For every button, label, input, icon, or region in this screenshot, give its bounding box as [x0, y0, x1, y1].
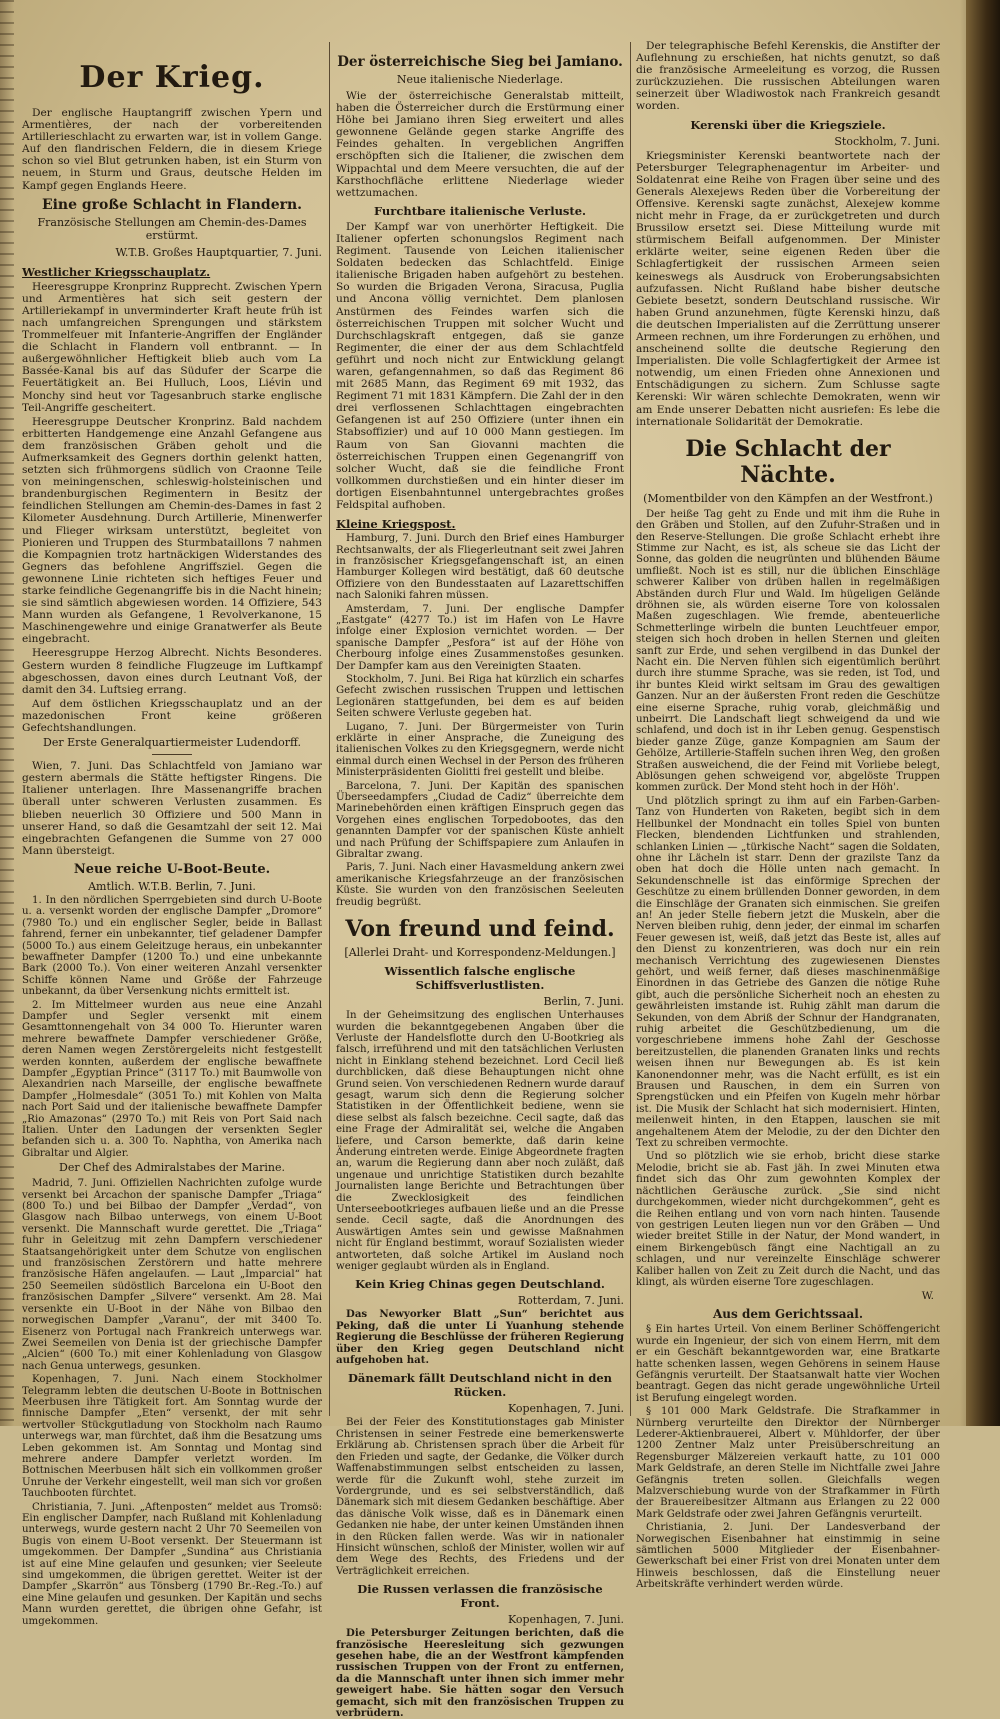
- headline-freund-feind: Von freund und feind.: [345, 916, 615, 943]
- paragraph: Barcelona, 7. Juni. Der Kapitän des spanischen Überseedampfers „Ciudad de Cadiz“ überreichte dem Marinebehörden einen kräftigen Einspruch gegen das Vorgehen eines englischen Torpedobootes, das den genannten Dampfer vor der spanischen Küste anhielt und nach Prüfung der Schiffspapiere zum Anlaufen in Gibraltar zwang.: [336, 780, 624, 861]
- dateline: Rotterdam, 7. Juni.: [517, 1294, 624, 1308]
- paragraph: Heeresgruppe Herzog Albrecht. Nichts Besonderes. Gestern wurden 8 feindliche Flugzeuge im Luftkampf abgeschossen, davon eines durch Leutnant Voß, der damit den 34. Luftsieg errang.: [22, 647, 322, 696]
- dateline: Amtlich. W.T.B. Berlin, 7. Juni.: [88, 879, 256, 893]
- paragraph: Heeresgruppe Kronprinz Rupprecht. Zwischen Ypern und Armentières hat sich seit gestern der Artilleriekampf in unverminderter Kraft heute früh ist nach umfangreichen Sprengungen und stärkstem Trommelfeuer mit Infanterie-Angriffen der Engländer die Schlacht in Flandern voll entbrannt. — In außergewöhnlicher Heftigkeit blieb auch vom La Bassée-Kanal bis auf das Südufer der Scarpe die Feuertätigkeit an. Bei Hulluch, Loos, Liévin und Monchy sind heut vor Tagesanbruch starke englische Teil-Angriffe gescheitert.: [22, 280, 322, 414]
- paragraph: Und so plötzlich wie sie erhob, bricht diese starke Melodie, bricht sie ab. Fast jäh. In zwei Minuten etwa findet sich das Ohr zum gewohnten Komplex der nächtlichen Geräusche zurück. „Sie sind nicht durchgekommen, wieder nicht durchgekommen“, geht es die Reihen entlang und von vorn nach hinten. Tausende von gestrigen Leuten liegen nun vor den Gräben — Und wieder breitet Stille in der Natur, der Mond wandert, in einem Birkengebüsch fängt eine Nachtigall an zu schlagen, und nur vereinzelte Einschläge schwerer Kaliber hallen von Zeit zu Zeit durch die Nacht, und das klingt, als würden eiserne Tore zugeschlagen.: [636, 1151, 940, 1288]
- headline-flandern: Eine große Schlacht in Flandern.: [41, 196, 303, 213]
- paragraph: § Ein hartes Urteil. Von einem Berliner Schöffengericht wurde ein Ingenieur, der sich von einem Herrn, mit dem er ein Geschäft bekanntgeworden war, eine Bratkarte hatte schenken lassen, wegen Gehörens in seinem Hause Gefängnis verurteilt. Der Staatsanwalt hatte vier Wochen beantragt. Gegen das nicht gerade ungewöhnliche Urteil ist Berufung eingelegt worden.: [636, 1324, 940, 1404]
- headline-russen: Die Russen verlassen die französische Front.: [357, 1582, 603, 1611]
- paragraph: Der telegraphische Befehl Kerenskis, die Anstifter der Auflehnung zu erschießen, hat nichts genutzt, so daß die französische Armeeleitung es vorzog, die Russen zurückzuziehen. Die russischen Abteilungen waren seinerzeit über Wladiwostok nach Frankreich gesandt worden.: [636, 40, 940, 113]
- signature: Der Chef des Admiralstabes der Marine.: [59, 1161, 285, 1175]
- section-heading: Furchtbare italienische Verluste.: [373, 203, 587, 218]
- paragraph: Die Petersburger Zeitungen berichten, daß die französische Heeresleitung sich gezwungen gesehen habe, die an der Westfront kämpfenden russischen Truppen von der Front zu entfernen, da die Mannschaft unter ihnen sich immer mehr geweigert habe. Sie hätten sogar den Versuch gemacht, sich mit den französischen Truppen zu verbrüdern.: [336, 1627, 624, 1719]
- divider: [152, 754, 192, 755]
- headline-china: Kein Krieg Chinas gegen Deutschland.: [355, 1277, 605, 1292]
- paragraph: Madrid, 7. Juni. Offiziellen Nachrichten zufolge wurde versenkt bei Arcachon der spanische Dampfer „Triaga“ (800 To.) und bei Bilbao der Dampfer „Verdad“, von Glasgow nach Bilbao unterwegs, von einem U-Boot versenkt. Die Mannschaft wurde gerettet. Die „Triaga“ fuhr in Geleitzug mit zehn Dampfern verschiedener Staatsangehörigkeit unter dem Schutze von englischen und französischen Zerstörern und hatte mehrere französische Häfen angelaufen. — Laut „Imparcial“ hat 250 Seemeilen südöstlich Barcelona ein U-Boot den französischen Dampfer „Silvere“ versenkt. Am 28. Mai versenkte ein U-Boot in der Nähe von Bilbao den norwegischen Dampfer „Varanu“, der mit 3400 To. Eisenerz von Portugal nach Frankreich unterwegs war. Zwei Seemeilen von Denia ist der griechische Dampfer „Alcien“ (600 To.) mit einer Kohlenladung von Glasgow nach Genua unterwegs, gesunken.: [22, 1178, 322, 1372]
- paragraph: Der heiße Tag geht zu Ende und mit ihm die Ruhe in den Gräben und Stollen, auf den Zufuhr-Straßen und in den Reserve-Stellungen. Die große Schlacht erhebt ihre Stimme zur Nacht, es ist, als scheue sie das Licht der Sonne, das golden die neugrünten und blühenden Bäume umfließt. Noch ist es still, nur die üblichen Einschläge schwerer Kaliber von drüben hallen in regelmäßigen Abständen durch Flur und Wald. Im hügeligen Gelände dröhnen sie, als würden eiserne Tore von kolossalen Maßen zugeschlagen. Wie fremde, abenteuerliche Schmetterlinge wirbeln die bunten Leuchtfeuer empor, steigen sich hoch droben in hellen Sternen und gleiten sanft zur Erde, und sehen vergilbend in das Dunkel der Nacht ein. Die Nerven fühlen sich eigentümlich berührt durch ihre stumme Sprache, was sie reden, ist Tod, und ihr buntes Kleid wirkt seltsam im Grau des gewaltigen Ganzen. Nur an der äußersten Front reden die Geschütze eine eiserne Sprache, ruhig vorab, gleichmäßig und unbeirrt. Die Landschaft liegt schweigend da und wie schlafend, und doch ist in ihr Leben genug. Gespenstisch bieder ganze Züge, ganze Kompagnien am Saum der Gehölze, Artillerie-Staffeln suchen ihren Weg, den großen Straßen ausweichend, die der Feind mit Vorliebe belegt, Ablösungen gehen schweigend vor, abgelöste Truppen kommen zurück. Der Mond steht hoch in der Höh'.: [636, 508, 940, 794]
- paragraph: Kriegsminister Kerenski beantwortete nach der Petersburger Telegraphenagentur im Arbeiter- und Soldatenrat eine Reihe von Fragen über seine und des Generals Alexejews Reden über die Vorbereitung der Offensive. Kerenski sagte zunächst, Alexejew komme nicht mehr in Frage, da er zurückgetreten und durch Brussilow ersetzt sei. Diese Mitteilung wurde mit stürmischem Beifall aufgenommen. Der Minister erklärte weiter, seine eigenen Reden über die Schlagfertigkeit der russischen Armeen seien keineswegs als Ausdruck von Eroberungsabsichten aufzufassen. Nicht Rußland habe bisher deutsche Gebiete besetzt, sondern Deutschland russische. Wir haben Grund anzunehmen, fügte Kerenski hinzu, daß die deutschen Imperialisten auf die Zerrüttung unserer Armeen rechnen, um ihre Forderungen zu erhöhen, und anscheinend sollte die deutsche Regierung den Imperialisten. Die volle Schlagfertigkeit der Armee ist notwendig, um einen Frieden ohne Annexionen und Entschädigungen zu sichern. Zum Schlusse sagte Kerenski: Wir wären schlechte Demokraten, wenn wir am Ende unserer Debatten nicht ausriefen: Es lebe die internationale Solidarität der Demokratie.: [636, 149, 940, 428]
- paragraph: Und plötzlich springt zu ihm auf ein Farben-Garben-Tanz von Hunderten von Raketen, begibt sich in dem Hellbunkel der Mondnacht ein tolles Spiel von bunten Flecken, blendenden Lichtfunken und strahlenden, schlanken Linien — „türkische Nacht“ sagen die Soldaten, ohne ihr Lächeln ist starr. Denn der grazilste Tanz da oben hat doch die Hölle unten nach gemacht. In Sekundenschnelle ist das einförmige Sprechen der Geschütze zu einem brüllenden Donner geworden, in dem die Einschläge der Granaten sich einmischen. Sie greifen an! An jeder Stelle fiebern jetzt die Muskeln, aber die Nerven bleiben ruhig, denn jeder, der einmal im scharfen Feuer gewesen ist, weiß, daß jetzt das Beste ist, alles auf den Dienst zu konzentrieren, was doch nur ein rein mechanisch Verrichtung des zugewiesenen Dienstes gehört, und weiß ferner, daß dieses maschinenmäßige Einordnen in das Getriebe des Ganzen die nötige Ruhe gibt, auch die persönliche Sicherheit noch an ehesten zu gewährleisten imstande ist. Ruhig zählt man darum die Sekunden, von dem Abriß der Schnur der Handgranaten, ruhig arbeitet die Geschützbedienung, um die vorgeschriebene immens hohe Zahl der Geschosse bereitzustellen, die planenden Granaten links und rechts weisen ihnen nur Bewegungen ab. Es ist kein Kanonendonner mehr, was die Nacht erfüllt, es ist ein Brausen und Rauschen, in dem ein Surren von Sprengstücken und ein Pfeifen von Kugeln mehr hörbar ist. Die Musik der Schlacht hat sich modernisiert. Hinten, meilenweit hinten, in den Etappen, lauschen sie mit angehaltenem Atem der Melodie, zu der den Dichter den Text zu schreiben vermochte.: [636, 795, 940, 1150]
- column-rule: [630, 42, 631, 1416]
- headline-kerenski: Kerenski über die Kriegsziele.: [690, 117, 886, 132]
- paragraph: Stockholm, 7. Juni. Bei Riga hat kürzlich ein scharfes Gefecht zwischen russischen Truppen und lettischen Legionären stattgefunden, bei dem es auf beiden Seiten schwere Verluste gegeben hat.: [336, 673, 624, 720]
- column-rule: [329, 42, 330, 1416]
- signature: Der Erste Generalquartiermeister Ludendorff.: [43, 736, 301, 750]
- page-title: Der Krieg.: [79, 60, 265, 95]
- paragraph: Amsterdam, 7. Juni. Der englische Dampfer „Eastgate“ (4277 To.) ist im Hafen von Le Havre infolge einer Explosion vernichtet worden. — Der spanische Dampfer „Pesfora“ ist auf der Höhe von Cherbourg infolge eines Zusammenstoßes gesunken. Der Dampfer kam aus den Vereinigten Staaten.: [336, 603, 624, 672]
- section-heading: Kleine Kriegspost.: [336, 517, 456, 532]
- paragraph: Paris, 7. Juni. Nach einer Havasmeldung ankern zwei amerikanische Kriegsfahrzeuge an der französischen Küste. Sie wurden von den französischen Seeleuten freudig begrüßt.: [336, 862, 624, 908]
- paragraph: Das Newyorker Blatt „Sun“ berichtet aus Peking, daß die unter Li Yuanhung stehende Regierung die Beschlüsse der früheren Regierung über den Krieg gegen Deutschland nicht aufgehoben hat.: [336, 1308, 624, 1367]
- headline-schiffsverluste: Wissentlich falsche englische Schiffsverlustlisten.: [384, 964, 576, 993]
- subheadline: Neue italienische Niederlage.: [396, 73, 564, 86]
- signature: W.: [921, 1290, 934, 1303]
- column-2: [336, 40, 624, 1719]
- paragraph: Bei der Feier des Konstitutionstages gab Minister Christensen in seiner Festrede eine bemerkenswerte Erklärung ab. Christensen sprach über die Arbeit für den Frieden und sagte, der Gedanke, die Völker durch Waffenabstimmungen selbst entscheiden zu lassen, werde für die Zukunft wohl, stehe zurzeit im Vordergrunde, und es sei selbstverständlich, daß Dänemark sich mit diesem Gedanken beschäftige. Aber das dänische Volk wisse, daß es in Dänemark einen Gedanken nie habe, der unter keinen Umständen ihnen in den Rücken fallen werde. Was wir in nationaler Hinsicht wünschen, schloß der Minister, wollen wir auf dem Wege des Rechts, des Friedens und der Verträglichkeit erreichen.: [336, 1417, 624, 1577]
- paragraph: 2. Im Mittelmeer wurden aus neue eine Anzahl Dampfer und Segler versenkt mit einem Gesamttonnengehalt von 34 000 To. Hierunter waren mehrere bewaffnete Dampfer verschiedener Größe, deren Namen wegen Zerstörergeleits nicht festgestellt werden konnten, außerdem der englische bewaffnete Dampfer „Egyptian Prince“ (3117 To.) mit Baumwolle von Alexandrien nach Marseille, der englische bewaffnete Dampfer „Holmesdale“ (3051 To.) mit Kohlen von Malta nach Port Said und der italienische bewaffnete Dampfer „Rio Amazonas“ (2970 To.) mit Reis von Port Said nach Italien. Unter den Ladungen der versenkten Segler befanden sich u. a. 300 To. Naphtha, von Amerika nach Gibraltar und Algier.: [22, 999, 322, 1159]
- headline-uboot: Neue reiche U-Boot-Beute.: [73, 861, 271, 877]
- paragraph: Christiania, 2. Juni. Der Landesverband der Norwegischen Eisenbahner hat einstimmig in seine sämtlichen 5000 Mitglieder der Eisenbahner-Gewerkschaft bei einer Frist von drei Monaten unter dem Hinweis beschlossen, daß die Einstellung neuer Arbeitskräfte verhindert werden würde.: [636, 1522, 940, 1591]
- paragraph: § 101 000 Mark Geldstrafe. Die Strafkammer in Nürnberg verurteilte den Direktor der Nürnberger Lederer-Aktienbrauerei, Albert v. Mühldorfer, der über 1200 Zentner Malz unter Preisüberschreitung an Regensburger Mälzereien verkauft hatte, zu 101 000 Mark Geldstrafe, an deren Stelle im Nichtfalle zwei Jahre Gefängnis treten sollen. Gleichfalls wegen Malzverschiebung wurde von der Strafkammer in Fürth der Brauereibesitzer Altmann aus Erlangen zu 22 000 Mark Geldstrafe oder zwei Jahren Gefängnis verurteilt.: [636, 1406, 940, 1520]
- dateline: W.T.B. Großes Hauptquartier, 7. Juni.: [115, 245, 322, 259]
- dateline: Stockholm, 7. Juni.: [834, 134, 940, 148]
- subheadline: (Momentbilder von den Kämpfen an der Westfront.): [643, 491, 933, 505]
- article-intro: Der englische Hauptangriff zwischen Ypern und Armentières, der nach der vorbereitenden Artillerieschlacht zu erwarten war, ist in vollem Gange. Auf den flandrischen Feldern, die in diesem Kriege schon so viel Blut getrunken haben, ist ein Sturm von neuem, in Sturm und Graus, deutsche Helden im Kampf gegen Englands Heere.: [22, 107, 322, 192]
- subheadline: Französische Stellungen am Chemin-des-Dames erstürmt.: [37, 215, 307, 242]
- paragraph: Auf dem östlichen Kriegsschauplatz und an der mazedonischen Front keine größeren Gefechtshandlungen.: [22, 697, 322, 735]
- paragraph: Christiania, 7. Juni. „Aftenposten“ meldet aus Tromsö: Ein englischer Dampfer, nach Rußland mit Kohlenladung unterwegs, wurde gestern nacht 2 Uhr 70 Seemeilen von Bugis von einem U-Boot versenkt. Der Steuermann ist umgekommen. Der Dampfer „Sundina“ aus Christiania ist auf eine Mine gelaufen und gesunken; vier Seeleute sind umgekommen, die übrigen gerettet. Weiter ist der Dampfer „Skarrön“ aus Tönsberg (1790 Br.-Reg.-To.) auf eine Mine gelaufen und gesunken. Der Kapitän und sechs Mann wurden gerettet, die übrigen ohne Gefahr, ist umgekommen.: [22, 1501, 322, 1627]
- book-binding: [966, 0, 1000, 1426]
- headline-jamiano: Der österreichische Sieg bei Jamiano.: [337, 54, 623, 70]
- dateline: Kopenhagen, 7. Juni.: [507, 1613, 624, 1627]
- column-3: [636, 40, 940, 1591]
- dateline: Kopenhagen, 7. Juni.: [507, 1402, 624, 1416]
- headline-gerichtssaal: Aus dem Gerichtssaal.: [712, 1307, 863, 1322]
- dateline: Berlin, 7. Juni.: [543, 995, 624, 1009]
- paragraph: Lugano, 7. Juni. Der Bürgermeister von Turin erklärte in einer Ansprache, die Zuneigung des italienischen Volkes zu den Kriegsgegnern, werde nicht einmal durch einen Wechsel in der Person des früheren Ministerpräsidenten Giolitti frei gestellt und bleibe.: [336, 721, 624, 779]
- paragraph: Heeresgruppe Deutscher Kronprinz. Bald nachdem erbitterten Handgemenge eine Anzahl Gefangene aus dem französischen Gräben geholt und die Aufmerksamkeit des Gegners dorthin gelenkt hatten, setzten sich frühmorgens südlich von Craonne Teile von meiningenschen, schleswig-holsteinischen und brandenburgischen Regimentern in Besitz der feindlichen Stellungen am Chemin-des-Dames in fast 2 Kilometer Ausdehnung. Durch Artillerie, Minenwerfer und Flieger wirksam unterstützt, begleitet von Pionieren und Truppen des Sturmbataillons 7 nahmen die Kompagnien trotz hartnäckigen Widerstandes des Gegners das befohlene Angriffsziel. Gegen die gewonnene Linie richteten sich heftiges Feuer und starke feindliche Gegenangriffe bis in die Nacht hinein; sie sind sämtlich abgewiesen worden. 14 Offiziere, 543 Mann wurden als Gefangene, 1 Revolverkanone, 15 Maschinengewehre und einige Granatwerfer als Beute eingebracht.: [22, 415, 322, 646]
- column-1: [22, 40, 322, 1627]
- paragraph: 1. In den nördlichen Sperrgebieten sind durch U-Boote u. a. versenkt worden der englische Dampfer „Dromore“ (7980 To.) und ein englischer Segler, beide in Ballast fahrend, ferner ein unbekannter, tief geladener Dampfer (5000 To.) aus einem Geleitzuge heraus, ein unbekannter bewaffneter Dampfer (1200 To.) und eine unbekannte Bark (2000 To.). Von einer weiteren Anzahl versenkter Schiffe können Name und Größe der Fahrzeuge unbekannt, da über Versenkung nichts ermittelt ist.: [22, 894, 322, 998]
- paragraph: Wie der österreichische Generalstab mitteilt, haben die Österreicher durch die Erstürmung einer Höhe bei Jamiano ihren Sieg erweitert und alles gewonnene Gelände gegen starke Angriffe des Feindes gehalten. In vergeblichen Angriffen erschöpften sich die Italiener, die zwischen dem Wippachtal und dem Meere versuchten, die auf der Karsthochfläche erlittene Niederlage wieder wettzumachen.: [336, 90, 624, 199]
- paragraph: Der Kampf war von unerhörter Heftigkeit. Die Italiener opferten schonungslos Regiment nach Regiment. Tausende von Leichen italienischer Soldaten bedecken das Schlachtfeld. Einige italienische Brigaden haben aufgehört zu bestehen. So wurden die Brigaden Verona, Siracusa, Puglia und Ancona völlig vernichtet. Dem planlosen Anstürmen des Feindes warfen sich die österreichischen Truppen mit solcher Wucht und Durchschlagskraft entgegen, daß sie ganze Regimenter, die einer der aus dem Schlachtfeld geführt und noch nicht zur Entwicklung gelangt waren, gefangennahmen, so daß das Regiment 86 mit 2685 Mann, das Regiment 69 mit 1932, das Regiment 71 mit 1831 Kämpfern. Die Zahl der in den drei verflossenen Schlachttagen eingebrachten Gefangenen ist auf 250 Offiziere (unter ihnen ein Stabsoffizier) und auf 10 000 Mann gestiegen. Im Raum von San Giovanni machten die österreichischen Truppen einen Gegenangriff von solcher Wucht, daß sie die feindliche Front vollkommen durchstießen und ein hinter dieser im dortigen Eisenbahntunnel untergebrachtes großes Feldspital aufhoben.: [336, 220, 624, 511]
- paragraph: Kopenhagen, 7. Juni. Nach einem Stockholmer Telegramm lebten die deutschen U-Boote in Bottnischen Meerbusen ihre Tätigkeit fort. Am Sonntag wurde der finnische Dampfer „Eten“ versenkt, der mit sehr wertvoller Stückgutladung von Stockholm nach Raumo unterwegs war, man fürchtet, daß ihm die Besatzung ums Leben gekommen ist. Am Sonntag und Montag sind mehrere andere Dampfer verletzt worden. Im Bottnischen Meerbusen hält sich ein vollkommen großer Unruhe der Verkehr eingestellt, weil man sich vor großen Tauchbooten fürchtet.: [22, 1374, 322, 1500]
- paragraph: Hamburg, 7. Juni. Durch den Brief eines Hamburger Rechtsanwalts, der als Fliegerleutnant seit zwei Jahren in französischer Kriegsgefangenschaft ist, an einen Hamburger Kollegen wird bestätigt, daß 60 deutsche Offiziere von den Bundesstaaten auf Lazarettschiffen nach Saloniki fahren müssen.: [336, 533, 624, 602]
- headline-schlacht-naechte: Die Schlacht der Nächte.: [685, 435, 891, 488]
- adjacent-page-edge: [0, 0, 14, 1426]
- subheadline: [Allerlei Draht- und Korrespondenz-Meldungen.]: [344, 946, 616, 960]
- headline-daenemark: Dänemark fällt Deutschland nicht in den Rücken.: [347, 1371, 613, 1400]
- section-heading: Westlicher Kriegsschauplatz.: [22, 264, 211, 279]
- paragraph: In der Geheimsitzung des englischen Unterhauses wurden die bekanntgegebenen Angaben über die Verluste der Handelsflotte durch den U-Bootkrieg als falsch, irreführend und mit den tatsächlichen Verlusten nicht in Einklang stehend bezeichnet. Lord Cecil ließ durchblicken, daß diese Behauptungen nicht ohne Grund seien. Von verschiedenen Rednern wurde darauf gesagt, warum sich denn die Regierung solcher Statistiken in der Öffentlichkeit bediene, wenn sie diese selbst als falsch bezeichne. Cecil sagte, daß das eine Frage der Admiralität sei, welche die Angaben liefere, und Carson bemerkte, daß darin keine Änderung eintreten werde. Einige Abgeordnete fragten an, warum die Regierung dann aber noch zuläßt, daß ungenaue und unrichtige Statistiken durch bezahlte Journalisten lange Berichte und Betrachtungen über die Zwecklosigkeit des feindlichen Unterseebootkrieges aufbauen ließe und an die Presse sende. Cecil sagte, daß die Anordnungen des Auswärtigen Amtes sein und gewisse Maßnahmen nicht für England bestimmt, worauf Sozialisten wieder antworteten, daß solche Artikel im Ausland noch weniger geglaubt würden als in England.: [336, 1010, 624, 1273]
- paragraph: Wien, 7. Juni. Das Schlachtfeld von Jamiano war gestern abermals die Stätte heftigster Ringens. Die Italiener unterlagen. Ihre Massenangriffe brachen überall unter schweren Verlusten zusammen. Es blieben neuerlich 30 Offiziere und 500 Mann in unserer Hand, so daß die Gesamtzahl der seit 12. Mai eingebrachten Gefangenen die Summe von 27 000 Mann übersteigt.: [22, 760, 322, 857]
